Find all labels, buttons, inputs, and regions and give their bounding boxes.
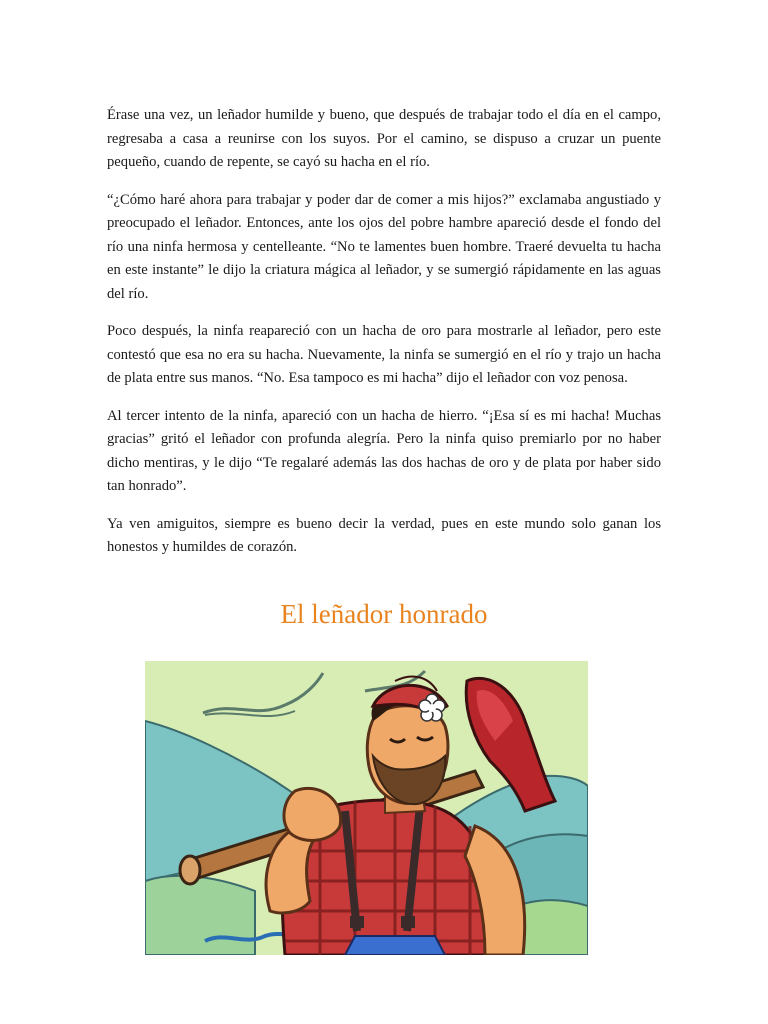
buckle-right <box>401 916 415 928</box>
story-title: El leñador honrado <box>280 599 488 629</box>
lumberjack-illustration <box>145 661 588 955</box>
paragraph-1: Érase una vez, un leñador humilde y bueno, que después de trabajar todo el día en el campo, regresaba a casa a reunirse con los suyos. Por el camino, se dispuso a cruzar un puente pequeño, cuando de repente, se cayó su hacha en el río. <box>107 107 661 170</box>
story-text <box>107 104 661 574</box>
paragraph-3: Poco después, la ninfa reapareció con un hacha de oro para mostrarle al leñador, pero este contestó que esa no era su hacha. Nuevamente, la ninfa se sumergió en el río y trajo un hacha de plata entre sus manos. “No. Esa tampoco es mi hacha” dijo el leñador con voz penosa. <box>107 323 661 386</box>
buckle-left <box>350 916 364 928</box>
pants <box>345 936 445 955</box>
paragraph-2: “¿Cómo haré ahora para trabajar y poder dar de comer a mis hijos?” exclamaba angustiado y preocupado el leñador. Entonces, ante los ojos del pobre hambre apareció desde el fondo del río una ninfa hermosa y centelleante. “No te lamentes buen hombre. Traeré devuelta tu hacha en este instante” le dijo la criatura mágica al leñador, y se sumergió rápidamente en las aguas del río. <box>107 191 661 302</box>
hill-left <box>145 876 255 955</box>
paragraph-5: Ya ven amiguitos, siempre es bueno decir la verdad, pues en este mundo solo ganan los honestos y humildes de corazón. <box>107 515 661 555</box>
paragraph-4: Al tercer intento de la ninfa, apareció con un hacha de hierro. “¡Esa sí es mi hacha! Muchas gracias” gritó el leñador con profunda alegría. Pero la ninfa quiso premiarlo por no haber dicho mentiras, y le dijo “Te regalaré además las dos hachas de oro y de plata por haber sido tan honrado”. <box>107 407 661 494</box>
handle-end <box>180 856 200 884</box>
